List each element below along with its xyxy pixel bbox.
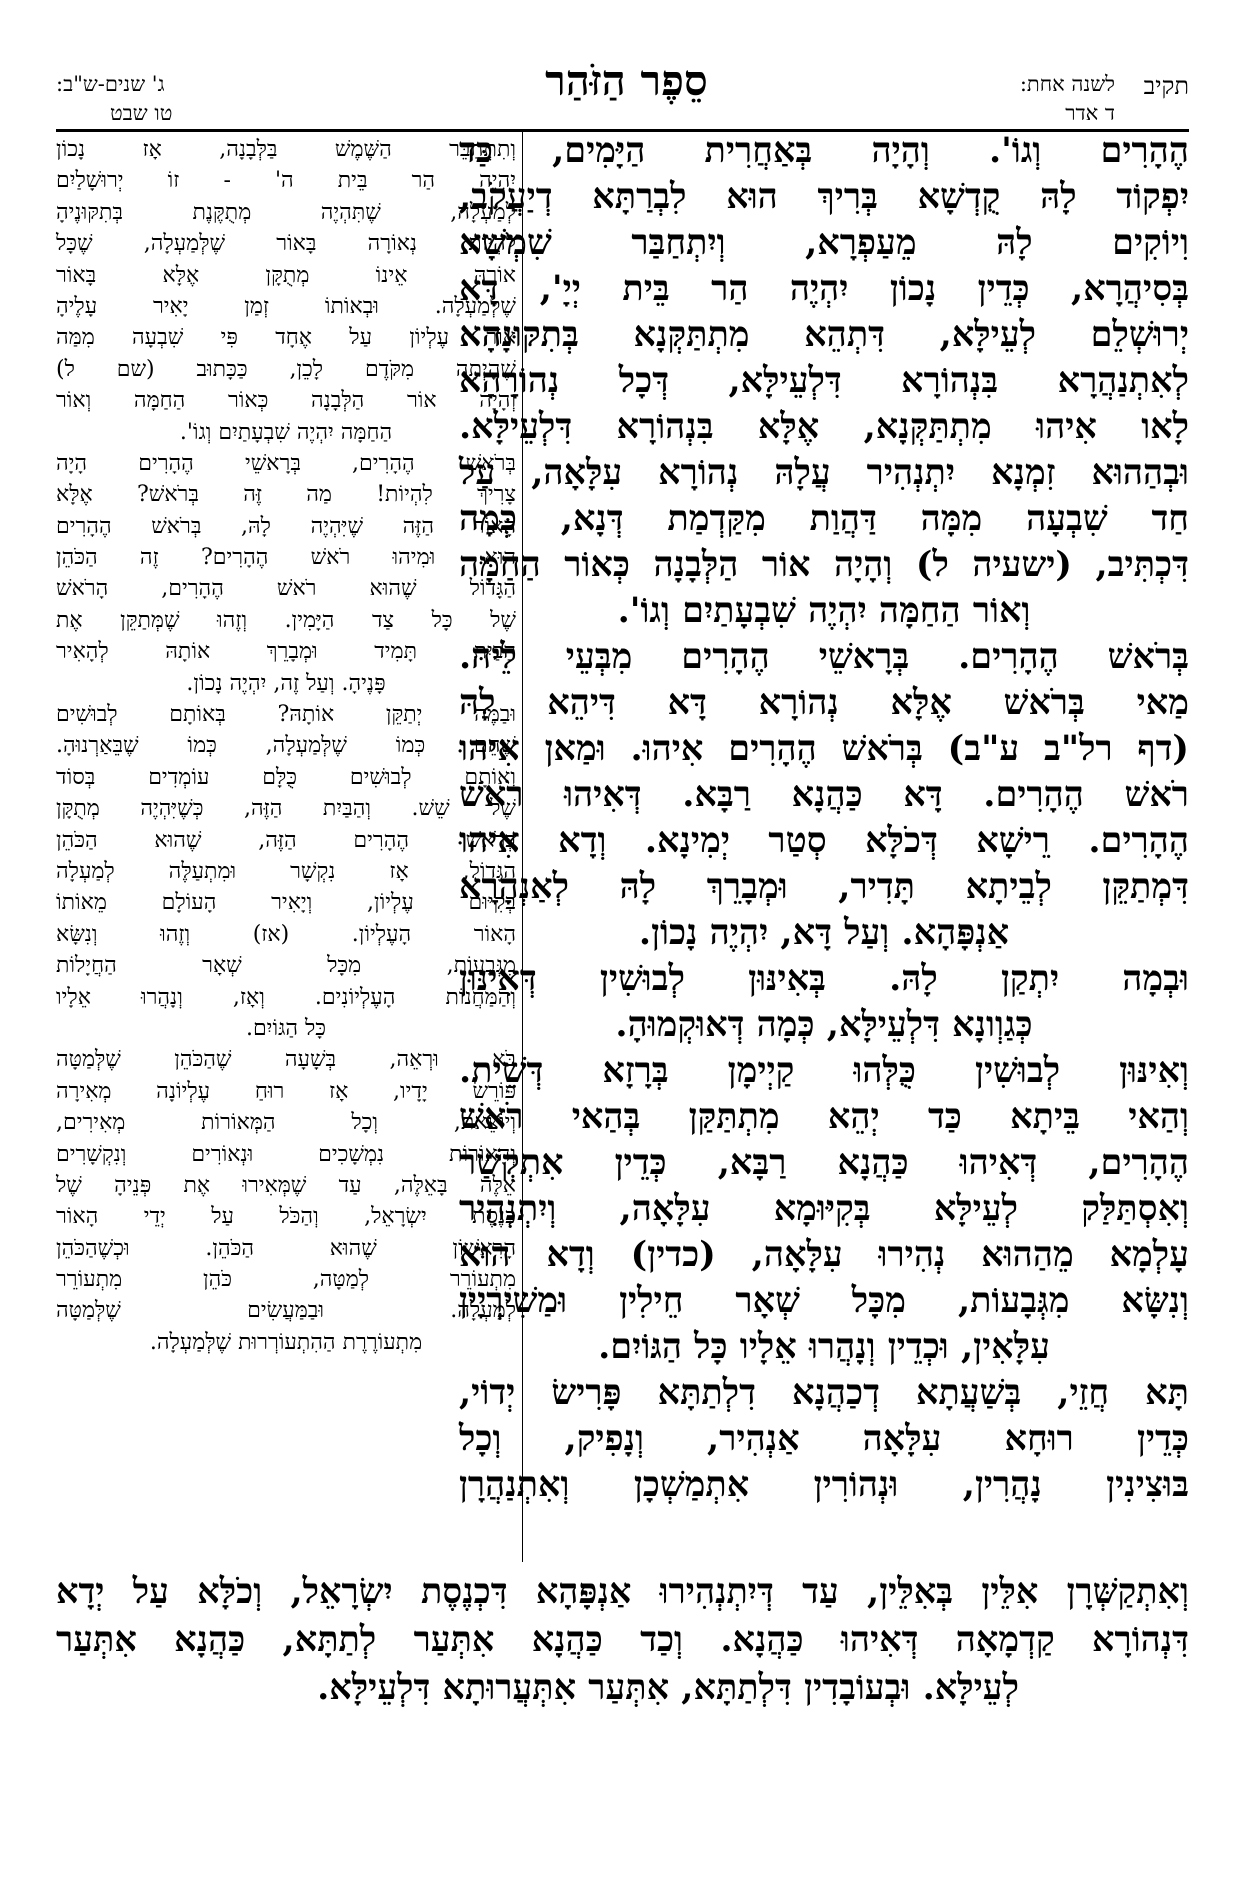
text-line: כְּדֵין רוּחָא עִלָּאָה אַנְהִיר, וְנָפִיק, וְכָל [459,1418,1189,1459]
text-line: וְאִסְתַּלַּק לְעֵילָּא בְּקִיּוּמָא עִלָּאָה, וְיִתְנְהִיר [459,1188,1189,1229]
text-line: לִהְיוֹת נְאוֹרָה בָּאוֹר שֶׁלְּמַעְלָה, שֶׁכָּל [56,231,516,257]
text-line: לְעֵילָּא. וּבְעוֹבָדִין דִּלְתַתָּא, אִתְּעַר אִתְּעֲרוּתָא דִּלְעֵילָּא. [317,1667,1019,1708]
text-line: פּוֹרֵשׂ יָדָיו, אָז רוּחַ עֶלְיוֹנָה מְאִירָה [56,1078,516,1104]
text-line: דִּכְתִּיב, (ישעיה ל) וְהָיָה אוֹר הַלְּבָנָה כְּאוֹר הַחַמָּה [459,544,1189,585]
text-line: הַגָּדוֹל, אָז נִקְשָׁר וּמִתְעַלֶּה לְמַעְלָה [56,858,516,884]
study-cycle-label: ג' שנים-ש"ב: [56,72,165,96]
text-line: הַחַמָּה יִהְיֶה שִׁבְעָתַיִם וְגוֹ'. [179,419,393,445]
text-line: לָאו אִיהוּ מִתְתַּקְּנָא, אֶלָּא בִּנְהוֹרָא דִּלְעֵילָּא. [459,406,1189,447]
page-number: תקיב [1143,72,1189,100]
text-line: עָלְמָא מֵהַהוּא נְהִירוּ עִלָּאָה, (כדין) וְדָא הוּא [459,1234,1189,1275]
text-line: הֶהָרִים. רֵישָׁא דְּכֹלָּא סְטַר יְמִינָא. וְדָא אִיהוּ [459,820,1189,861]
text-line: עִלָּאִין, וּכְדֵין וְנָהֲרוּ אֵלָיו כָּל הַגּוֹיִם. [598,1326,1050,1367]
text-line: הָרִאשׁוֹן שֶׁהוּא הַכֹּהֵן. וּכְשֶׁהַכֹּהֵן [56,1235,516,1261]
text-line: כְּגַוְונָא דִּלְעֵילָּא, כְּמָה דְּאוּקְמוּהָ. [615,1004,1033,1045]
book-title: סֵפֶר הַזֹּהַר [545,56,708,105]
text-line: וְאוֹר הַחַמָּה יִהְיֶה שִׁבְעָתַיִם וְגוֹ'. [617,590,1031,631]
text-line: בְּרֹאשׁ הֶהָרִים, בְּרָאשֵׁי הֶהָרִים הָיָה [56,450,516,476]
text-line: בְּרֹאשׁ הֶהָרִים. בְּרָאשֵׁי הֶהָרִים מִבְּעֵי לֵיהּ. [459,636,1189,677]
aramaic-text-column [459,128,1189,1508]
column-divider [522,132,523,1562]
text-line: הַבַּיִת תָּמִיד וּמְבָרֵךְ אוֹתָהּ לְהָאִיר [56,639,516,665]
text-line: (דף רל"ב ע"ב) בְּרֹאשׁ הֶהָרִים אִיהוּ. וּמַאן אִיהוּ [459,728,1189,769]
hebrew-translation-column [56,134,516,1358]
text-line: אוֹר עֶלְיוֹן עַל אֶחָד פִּי שִׁבְעָה מִמַּה [56,325,516,351]
text-line: הוּא. וּמִיהוּ רֹאשׁ הֶהָרִים? זֶה הַכֹּהֵן [56,545,516,571]
text-line: תָּא חֲזֵי, בְּשַׁעֲתָא דְכַהֲנָא דִלְתַתָּא פָּרִישׂ יְדוֹי, [459,1372,1189,1413]
text-line: בּוּצִינִין נָהֲרִין, וּנְהוֹרִין אִתְמַשְׁכָן וְאִתְנַהֲרָן [459,1464,1189,1505]
text-line: יְרוּשְׁלֵם לְעֵילָּא, דִּתְהֵא מִתְתַּקְּנָא בְּתִקּוּנָהָא [459,314,1189,355]
text-line: וְתִתְחַבֵּר הַשֶּׁמֶשׁ בַּלְּבָנָה, אָז נָכוֹן [56,137,516,162]
text-line: הֶהָרִים, דְּאִיהוּ כַּהֲנָא רַבָּא, כְּדֵין אִתְקְשַׁר [459,1142,1189,1183]
text-line: לְמַעְלָה, שֶׁתִּהְיֶה מְתֻקֶּנֶת בְּתִקּוּנֶיהָ [56,199,516,225]
text-line: שֶׁל שֵׁשׁ. וְהַבַּיִת הַזֶּה, כְּשֶׁיִּהְיֶה מְתֻקָּן [56,796,516,822]
text-line: וְאוֹתָם לְבוּשִׁים כֻּלָּם עוֹמְדִים בְּסוֹד [56,764,516,790]
study-plan-label: לשנה אחת: [1019,72,1115,96]
text-line: בֹּא וּרְאֵה, בְּשָׁעָה שֶׁהַכֹּהֵן שֶׁלְּמַטָּה [56,1047,516,1073]
text-line: שֶׁל כָּל צַד הַיָּמִין. וְזֶהוּ שֶׁמְּתַקֵּן אֶת [56,607,516,633]
aramaic-continuation [56,1568,1189,1712]
text-line: וְאִינּוּן לְבוּשִׁין כֻּלְּהוּ קַיְימָן בְּרָזָא דְּשֵׁית. [459,1050,1189,1091]
text-line: בְּקִיּוּם עֶלְיוֹן, וְיָאִיר הָעוֹלָם מֵאוֹתוֹ [56,890,516,916]
text-line: הָאוֹר הָעֶלְיוֹן. (אז) וְזֶהוּ וְנִשָּׂא [56,921,516,947]
text-line: וּבְמָה יִתְקַן לָהּ. בְּאִינּוּן לְבוּשִׁין דְּאִינּוּן [459,958,1189,999]
text-line: דִּנְהוֹרָא קַדְמָאָה דְּאִיהוּ כַּהֲנָא. וְכַד כַּהֲנָא אִתְּעַר לְתַתָּא, כַּהֲנָא אִתְּעַר [56,1619,1189,1660]
text-line: יִפְקוֹד לָהּ קֻדְשָׁא בְּרִיךְ הוּא לִבְרַתָּא דְיַעֲקֹב, [459,176,1189,217]
text-line: חַד שִׁבְעָה מִמָּה דַּהֲוַת מִקַּדְמַת דְּנָא, כְּמָה [459,498,1189,539]
text-line: אֵלֶּה בָּאֵלֶּה, עַד שֶׁמְּאִירוּ אֶת פְּנֵיהָ שֶׁל [56,1172,516,1198]
text-line: מִתְעוֹרֶרֶת הַהִתְעוֹרְרוּת שֶׁלְּמַעְלָה. [149,1329,423,1355]
text-line: שֶׁלְּמַעְלָה. וּבְאוֹתוֹ זְמַן יָאִיר עָלֶיהָ [56,293,516,319]
text-line: שֶׁהֵם כְּמוֹ שֶׁלְּמַעְלָה, כְּמוֹ שֶׁבֵּאַרְנוּהָ. [56,733,516,759]
text-line: הֶהָרִים וְגוֹ'. וְהָיָה בְּאַחֲרִית הַיָּמִים, כַּד [459,130,1189,171]
text-line: וְהַאי בֵּיתָא כַּד יְהֵא מִתְתַּקַּן בְּהַאי רֹאשׁ [459,1096,1189,1137]
text-line: הָאוֹר הַזֶּה שֶׁיִּהְיֶה לָהּ, בְּרֹאשׁ הֶהָרִים [56,513,516,539]
text-line: וִיוֹקִים לָהּ מֵעַפְרָא, וְיִתְחַבַּר שִׁמְשָׁא [459,222,1189,263]
text-line: הַגָּדוֹל שֶׁהוּא רֹאשׁ הֶהָרִים, הָרֹאשׁ [56,576,516,602]
text-line: וְנִשָּׂא מִגְּבָעוֹת, מִכָּל שְׁאָר חֵילִין וּמַשִׁירְיָין [459,1280,1189,1321]
text-line: וּבַמֶּה יְתַקֵּן אוֹתָהּ? בְּאוֹתָם לְבוּשִׁים [56,702,516,728]
text-line: לְאִתְנַהֲרָא בִּנְהוֹרָא דִּלְעֵילָּא, דְּכָל נְהוֹרָהָא [459,360,1189,401]
text-line: צָרִיךְ לִהְיוֹת! מַה זֶּה בְּרֹאשׁ? אֶלָּא [56,482,516,508]
text-line: כָּל הַגּוֹיִם. [245,1015,327,1041]
text-line: אוֹרָהּ אֵינוֹ מְתֻקָּן אֶלָּא בָּאוֹר [56,262,516,288]
text-line: שֶׁהָיְתָה מִקֹּדֶם לָכֵן, כַּכָּתוּב (שם ל) [56,356,516,382]
text-line: וְהָיָה אוֹר הַלְּבָנָה כְּאוֹר הַחַמָּה וְאוֹר [56,388,516,414]
text-line: כְּנֶסֶת יִשְׂרָאֵל, וְהַכֹּל עַל יְדֵי הָאוֹר [56,1204,516,1230]
text-line: בְּסִיהֲרָא, כְּדֵין נָכוֹן יִהְיֶה הַר בֵּית יְיָ', דָּא [459,268,1189,309]
text-line: לְמַעְלָה. וּבַמַּעֲשִׂים שֶׁלְּמַטָּה [56,1298,516,1324]
study-date-left: טו שבט [110,101,173,125]
text-line: פָּנֶיהָ. וְעַל זֶה, יִהְיֶה נָכוֹן. [186,670,386,696]
text-line: וְאִתְקַשְּׁרָן אִלֵּין בְּאִלֵּין, עַד דְּיִתְנְהִירוּ אַנְפָּהָא דִּכְנֶסֶת יִשְׂרָאֵל, וְכֹלָּא עַל יְדָא [56,1571,1189,1612]
text-line: וְהַמַּחֲנוֹת הָעֶלְיוֹנִים. וְאָז, וְנָהֲרוּ אֵלָיו [56,984,516,1010]
text-line: רֹאשׁ הֶהָרִים. דָּא כַּהֲנָא רַבָּא. דְּאִיהוּ רֹאשׁ [459,774,1189,815]
text-line: בְּרֹאשׁ הֶהָרִים הַזֶּה, שֶׁהוּא הַכֹּהֵן [56,827,516,853]
text-line: מַאי בְּרֹאשׁ אֶלָּא נְהוֹרָא דָּא דִּיהֵא לָהּ [459,682,1189,723]
text-line: וְהָאוֹרוֹת נִמְשָׁכִים וּנְאוֹרִים וְנִקְשָׁרִים [56,1141,516,1167]
text-line: מִתְעוֹרֵר לְמַטָּה, כֹּהֵן מִתְעוֹרֵר [56,1267,516,1293]
text-line: דִּמְתַקֵּן לְבֵיתָא תָּדִיר, וּמְבָרֵךְ לָהּ לְאַנְהָרָא [459,866,1189,907]
text-line: אַנְפָּהָא. וְעַל דָּא, יִהְיֶה נָכוֹן. [638,912,1010,953]
text-line: וּבְהַהוּא זִמְנָא יִתְנְהִיר עֲלָהּ נְהוֹרָא עִלָּאָה, עַל [459,452,1189,493]
text-line: יִהְיֶה הַר בֵּית ה' - זוֹ יְרוּשָׁלַיִם [56,168,516,194]
text-line: מִגְּבָעוֹת, מִכָּל שְׁאָר הַחֲיָלוֹת [56,953,516,979]
text-line: וְיוֹצֵאת, וְכָל הַמְּאוֹרוֹת מְאִירִים, [56,1110,516,1136]
study-date-right: ד אדר [1065,101,1115,125]
